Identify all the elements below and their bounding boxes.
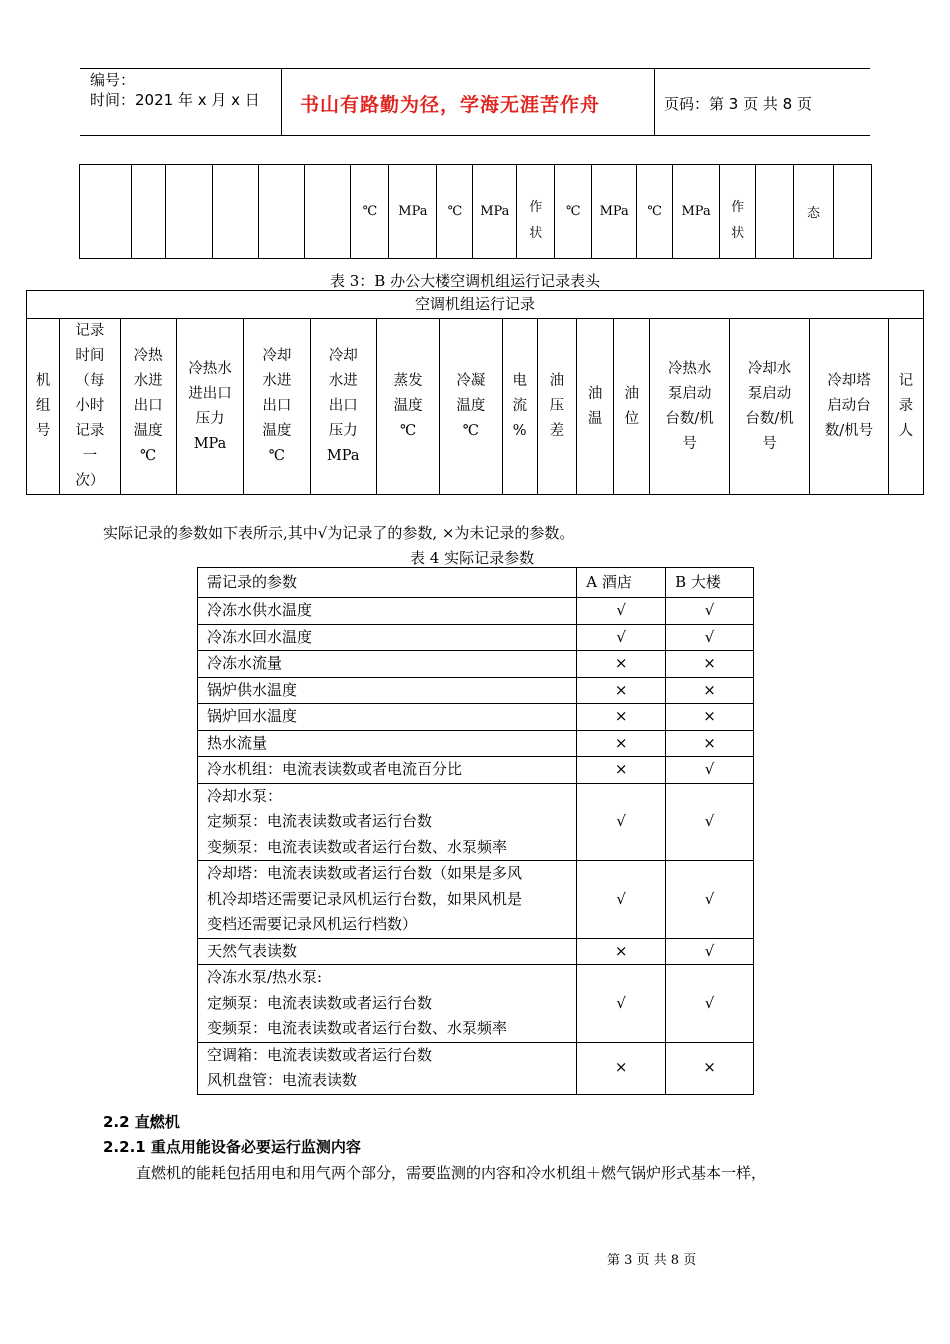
building-b-mark: × [666, 704, 754, 731]
param-cell: 冷冻水供水温度 [198, 598, 577, 625]
building-b-mark: × [666, 730, 754, 757]
section-heading-2-2-1: 2.2.1 重点用能设备必要运行监测内容 [103, 1138, 361, 1156]
param-cell: 冷却塔：电流表读数或者运行台数（如果是多风 机冷却塔还需要记录风机运行台数，如果风机是 变档还需要记录风机运行档数） [198, 861, 577, 939]
document-time-label: 时间：2021 年 x 月 x 日 [90, 91, 260, 109]
building-b-mark: √ [666, 861, 754, 939]
table-fragment [79, 164, 872, 259]
building-b-mark: √ [666, 783, 754, 861]
fragment-cell: 作 状 [720, 165, 756, 259]
table3-caption: 表 3：B 办公大楼空调机组运行记录表头 [330, 272, 601, 290]
table-row [198, 861, 754, 939]
fragment-cell: MPa [389, 165, 437, 259]
fragment-cell [131, 165, 165, 259]
table-row [198, 730, 754, 757]
table-row [198, 598, 754, 625]
header-bottom-rule [80, 135, 870, 136]
table3-header-cell: 冷热水 进出口 压力 MPa [176, 319, 243, 495]
fragment-cell [212, 165, 258, 259]
hotel-a-mark: √ [577, 598, 666, 625]
table3-header-cell: 冷却塔 启动台 数/机号 [810, 319, 888, 495]
fragment-row [80, 165, 872, 259]
hotel-a-mark: × [577, 651, 666, 678]
table3-header-cell: 蒸发 温度 ℃ [376, 319, 439, 495]
table-row [198, 965, 754, 1043]
building-b-mark: √ [666, 624, 754, 651]
header-meta [90, 70, 260, 110]
fragment-cell [833, 165, 871, 259]
table4-caption: 表 4 实际记录参数 [410, 549, 535, 567]
fragment-cell: MPa [673, 165, 720, 259]
table4 [197, 567, 754, 1095]
hotel-a-mark: √ [577, 783, 666, 861]
table3-header-cell: 冷却水 泵启动 台数/机 号 [729, 319, 809, 495]
fragment-cell: ℃ [351, 165, 389, 259]
fragment-cell: ℃ [555, 165, 592, 259]
building-b-mark: × [666, 651, 754, 678]
header-page-label: 页码：第 3 页 共 8 页 [664, 95, 812, 113]
table3-title: 空调机组运行记录 [27, 291, 924, 319]
table3-header-cell: 机 组 号 [27, 319, 60, 495]
header-divider-right [654, 68, 655, 136]
building-b-mark: √ [666, 598, 754, 625]
fragment-cell: 态 [793, 165, 833, 259]
hotel-a-mark: √ [577, 861, 666, 939]
hotel-a-mark: × [577, 938, 666, 965]
fragment-cell [756, 165, 794, 259]
table3-header-cell: 记录 时间 （每 小时 记录 一 次） [60, 319, 120, 495]
table-row [198, 1042, 754, 1094]
param-cell: 锅炉供水温度 [198, 677, 577, 704]
table3-header-cell: 记 录 人 [888, 319, 923, 495]
building-b-mark: √ [666, 938, 754, 965]
fragment-cell [258, 165, 304, 259]
fragment-cell [80, 165, 132, 259]
table4-header-row [198, 568, 754, 598]
table3-header-cell: 油 压 差 [537, 319, 576, 495]
table-row [198, 783, 754, 861]
table-row [198, 704, 754, 731]
param-cell: 冷冻水流量 [198, 651, 577, 678]
table3-header-cell: 冷凝 温度 ℃ [440, 319, 502, 495]
header-motto: 书山有路勤为径，学海无涯苦作舟 [300, 94, 601, 116]
table3-header-cell: 油 温 [576, 319, 613, 495]
intro-paragraph: 实际记录的参数如下表所示,其中√为记录了的参数, ×为未记录的参数。 [103, 524, 575, 542]
table3-header-cell: 电 流 % [502, 319, 537, 495]
fragment-cell: 作 状 [517, 165, 555, 259]
hotel-a-mark: × [577, 730, 666, 757]
param-cell: 冷冻水回水温度 [198, 624, 577, 651]
param-cell: 冷水机组：电流表读数或者电流百分比 [198, 757, 577, 784]
table3-header-cell: 冷热水 泵启动 台数/机 号 [650, 319, 729, 495]
building-b-mark: × [666, 677, 754, 704]
document-number-label: 编号： [90, 71, 136, 89]
table4-head-param: 需记录的参数 [198, 568, 577, 598]
hotel-a-mark: × [577, 677, 666, 704]
table-row [198, 651, 754, 678]
table-row [198, 677, 754, 704]
building-b-mark: √ [666, 965, 754, 1043]
table3-header-cell: 冷却 水进 出口 温度 ℃ [244, 319, 310, 495]
hotel-a-mark: √ [577, 624, 666, 651]
table3-header-cell: 冷热 水进 出口 温度 ℃ [120, 319, 176, 495]
table-row [198, 624, 754, 651]
param-cell: 锅炉回水温度 [198, 704, 577, 731]
header-top-rule [80, 68, 870, 69]
building-b-mark: × [666, 1042, 754, 1094]
hotel-a-mark: × [577, 1042, 666, 1094]
table-row [198, 757, 754, 784]
fragment-cell [165, 165, 212, 259]
hotel-a-mark: × [577, 704, 666, 731]
table-row [198, 938, 754, 965]
table4-head-b: B 大楼 [666, 568, 754, 598]
table3-header-row [27, 319, 924, 495]
page-footer: 第 3 页 共 8 页 [607, 1253, 697, 1268]
section-heading-2-2: 2.2 直燃机 [103, 1113, 180, 1131]
table3-header-cell: 油 位 [614, 319, 650, 495]
fragment-cell: MPa [592, 165, 637, 259]
fragment-cell [304, 165, 351, 259]
param-cell: 空调箱：电流表读数或者运行台数 风机盘管：电流表读数 [198, 1042, 577, 1094]
hotel-a-mark: √ [577, 965, 666, 1043]
fragment-cell: MPa [473, 165, 517, 259]
fragment-cell: ℃ [637, 165, 673, 259]
header-divider-left [281, 68, 282, 136]
param-cell: 冷却水泵： 定频泵：电流表读数或者运行台数 变频泵：电流表读数或者运行台数、水泵频率 [198, 783, 577, 861]
param-cell: 冷冻水泵/热水泵: 定频泵：电流表读数或者运行台数 变频泵：电流表读数或者运行台数、水泵频率 [198, 965, 577, 1043]
param-cell: 天然气表读数 [198, 938, 577, 965]
fragment-cell: ℃ [437, 165, 473, 259]
building-b-mark: √ [666, 757, 754, 784]
body-paragraph: 直燃机的能耗包括用电和用气两个部分，需要监测的内容和冷水机组＋燃气锅炉形式基本一样， [136, 1164, 767, 1182]
table3 [26, 290, 924, 495]
table3-header-cell: 冷却 水进 出口 压力 MPa [310, 319, 376, 495]
hotel-a-mark: × [577, 757, 666, 784]
table4-head-a: A 酒店 [577, 568, 666, 598]
param-cell: 热水流量 [198, 730, 577, 757]
